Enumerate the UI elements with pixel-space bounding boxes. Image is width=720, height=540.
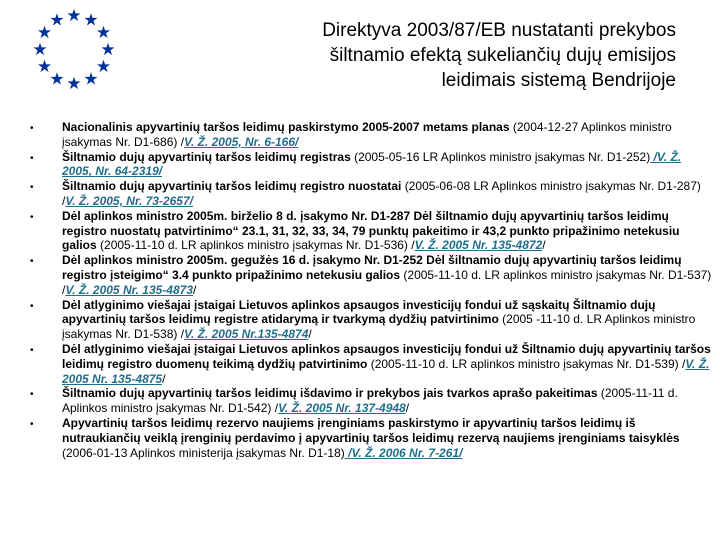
- item-tail: /: [542, 238, 546, 253]
- eu-flag: [26, 8, 122, 92]
- bullet: •: [30, 418, 34, 430]
- item-tail: /: [308, 327, 312, 342]
- list-item: [0, 298, 714, 342]
- star-icon: ★: [36, 57, 53, 77]
- item-reference-link[interactable]: V. Ž. 2005, Nr. 6-166/: [184, 134, 299, 149]
- star-icon: ★: [32, 40, 48, 60]
- item-reference-link[interactable]: V. Ž. 2005 Nr. 135-4872: [414, 238, 543, 253]
- star-icon: ★: [95, 57, 112, 77]
- item-title: Dėl aplinkos ministro 2005m. gegužės 16 d. įsakymo Nr. D1-252 Dėl šiltnamio dujų apyvartinių taršos leidimų registro įsteigimo“ 3.4 punkto pripažinimo netekusiu galios: [62, 253, 682, 282]
- item-tail: /: [405, 401, 410, 416]
- bullet: •: [30, 211, 34, 223]
- item-details: (2005-11-11 d. Aplinkos ministro įsakymas Nr. D1-542) /: [62, 386, 678, 416]
- item-title: Šiltnamio dujų apyvartinių taršos leidimų registro nuostatai: [62, 179, 402, 194]
- item-title: Dėl atlyginimo viešajai įstaigai Lietuvos aplinkos apsaugos investicijų fondui už sąskaitų Šiltnamio dujų apyvartinių taršos leidimų registre atidarymą ir tvarkymą dydžių patvirtinimo: [62, 297, 656, 327]
- item-title: Šiltnamio dujų apyvartinių taršos leidimų išdavimo ir prekybos jais tvarkos aprašo pakeitimas: [62, 386, 598, 401]
- list-item: [0, 342, 714, 386]
- item-reference-link[interactable]: /V. Ž. 2005, Nr. 64-2319/: [62, 149, 682, 179]
- item-details: (2004-12-27 Aplinkos ministro įsakymas Nr. D1-686) /: [62, 120, 672, 149]
- title-line-2: šiltnamio efektą sukeliančių dujų emisijos: [329, 45, 676, 66]
- item-details: (2005-11-10 d. LR aplinkos ministro įsakymas Nr. D1-539) /: [367, 356, 686, 371]
- item-details: (2005-06-08 LR Aplinkos ministro įsakymas Nr. D1-287) /: [62, 179, 701, 208]
- bullet: •: [30, 152, 34, 164]
- slide-title: [240, 18, 676, 93]
- item-tail: /: [162, 371, 166, 386]
- item-title: Nacionalinis apyvartinių taršos leidimų paskirstymo 2005-2007 metams planas: [62, 120, 510, 134]
- bullet: •: [30, 182, 34, 194]
- item-details: (2005-11-10 d. LR aplinkos ministro įsakymas Nr. D1-537) /: [62, 267, 712, 297]
- title-line-1: Direktyva 2003/87/EB nustatanti prekybos: [322, 20, 676, 41]
- title-line-3: leidimais sistemą Bendrijoje: [441, 70, 676, 91]
- item-reference-link[interactable]: V. Ž. 2005, Nr. 73-2657/: [65, 193, 193, 208]
- star-icon: ★: [66, 74, 82, 92]
- bullet: •: [30, 389, 34, 401]
- star-icon: ★: [83, 69, 99, 90]
- list-item: [0, 253, 714, 297]
- item-tail: /: [193, 282, 197, 297]
- bullet: •: [30, 300, 34, 312]
- item-details: (2005 -11-10 d. LR Aplinkos ministro įsakymas Nr. D1-538) /: [62, 312, 696, 342]
- list-item: [0, 386, 714, 416]
- star-icon: ★: [49, 10, 65, 31]
- star-icon: ★: [49, 69, 65, 90]
- item-details: (2005-11-10 d. LR aplinkos ministro įsakymas Nr. D1-536) /: [96, 238, 415, 253]
- bullet: •: [30, 256, 34, 268]
- eu-stars: [32, 8, 115, 92]
- item-title: Apyvartinių taršos leidimų rezervo naujiems įrenginiams paskirstymo ir apyvartinių taršos leidimų iš nutraukiančių veiklą įrenginių perdavimo į apyvartinių taršos leidimų rezervą naujiems įrenginiams taisyklės: [62, 415, 680, 445]
- item-details: (2005-05-16 LR Aplinkos ministro įsakymas Nr. D1-252): [350, 149, 651, 164]
- star-icon: ★: [66, 8, 82, 26]
- item-reference-link[interactable]: V. Ž. 2005 Nr. 135-4873: [65, 282, 193, 297]
- star-icon: ★: [83, 10, 99, 31]
- legislation-list: [0, 120, 720, 460]
- list-item: [0, 120, 714, 150]
- list-item: [0, 416, 714, 460]
- item-title: Dėl aplinkos ministro 2005m. birželio 8 d. įsakymo Nr. D1-287 Dėl šiltnamio dujų apyvartinių taršos leidimų registro nuostatų patvirtinimo“ 23.1, 31, 32, 33, 34, 79 punktų pakeitimo ir 43,2 punkto pripažinimo netekusiu galios: [62, 208, 680, 253]
- item-title: Šiltnamio dujų apyvartinių taršos leidimų registras: [62, 149, 351, 164]
- list-item: [0, 209, 714, 253]
- star-icon: ★: [36, 23, 53, 43]
- star-icon: ★: [100, 40, 116, 60]
- star-icon: ★: [95, 23, 112, 43]
- item-reference-link[interactable]: V. Ž. 2005 Nr. 135-4875: [62, 356, 710, 386]
- list-item: [0, 179, 714, 209]
- bullet: •: [30, 123, 34, 134]
- item-title: Dėl atlyginimo viešajai įstaigai Lietuvos aplinkos apsaugos investicijų fondui už Šiltnamio dujų apyvartinių taršos leidimų registro duomenų teikimą dydžių patvirtinimo: [62, 341, 711, 371]
- list-item: [0, 150, 714, 180]
- bullet: •: [30, 344, 34, 356]
- item-reference-link[interactable]: V. Ž. 2005 Nr.135-4874: [184, 327, 309, 342]
- item-reference-link[interactable]: /V. Ž. 2006 Nr. 7-261/: [344, 445, 463, 460]
- item-reference-link[interactable]: V. Ž. 2005 Nr. 137-4948: [278, 401, 406, 416]
- item-details: (2006-01-13 Aplinkos ministerija įsakymas Nr. D1-18): [62, 445, 345, 460]
